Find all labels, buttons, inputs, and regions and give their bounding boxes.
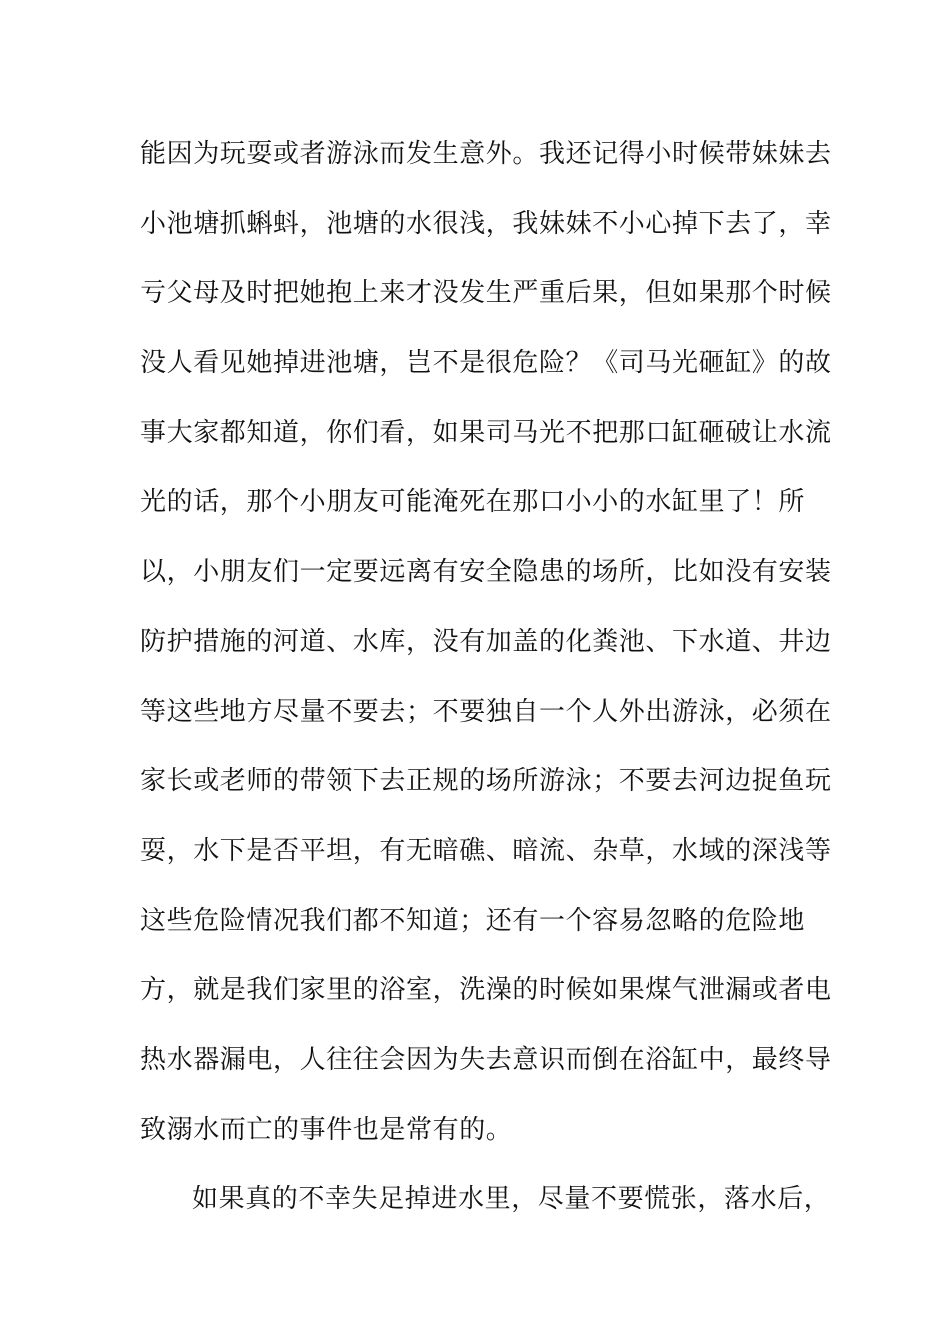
body-text bbox=[140, 128, 832, 1243]
text-line: 这些危险情况我们都不知道；还有一个容易忽略的危险地 bbox=[140, 905, 806, 936]
text-line: 能因为玩耍或者游泳而发生意外。我还记得小时候带妹妹去 bbox=[140, 139, 832, 169]
text-line: 以，小朋友们一定要远离有安全隐患的场所，比如没有安装 bbox=[140, 557, 832, 588]
text-line: 方，就是我们家里的浴室，洗澡的时候如果煤气泄漏或者电 bbox=[140, 975, 832, 1006]
text-line: 光的话，那个小朋友可能淹死在那口小小的水缸里了！所 bbox=[140, 487, 806, 518]
text-line: 小池塘抓蝌蚪，池塘的水很浅，我妹妹不小心掉下去了，幸 bbox=[140, 208, 832, 239]
text-line: 家长或老师的带领下去正规的场所游泳；不要去河边捉鱼玩 bbox=[140, 766, 832, 797]
paragraph-start-line: 如果真的不幸失足掉进水里，尽量不要慌张，落水后， bbox=[192, 1184, 831, 1215]
text-line: 等这些地方尽量不要去；不要独自一个人外出游泳，必须在 bbox=[140, 696, 832, 727]
text-line: 亏父母及时把她抱上来才没发生严重后果，但如果那个时候 bbox=[140, 278, 832, 309]
text-line: 热水器漏电，人往往会因为失去意识而倒在浴缸中，最终导 bbox=[140, 1044, 832, 1075]
text-line: 耍，水下是否平坦，有无暗礁、暗流、杂草，水域的深浅等 bbox=[140, 835, 832, 866]
text-line: 没人看见她掉进池塘，岂不是很危险？《司马光砸缸》的故 bbox=[140, 348, 832, 379]
text-line: 致溺水而亡的事件也是常有的。 bbox=[140, 1114, 513, 1145]
text-line: 防护措施的河道、水库，没有加盖的化粪池、下水道、井边 bbox=[140, 626, 832, 657]
text-line: 事大家都知道，你们看，如果司马光不把那口缸砸破让水流 bbox=[140, 417, 832, 448]
